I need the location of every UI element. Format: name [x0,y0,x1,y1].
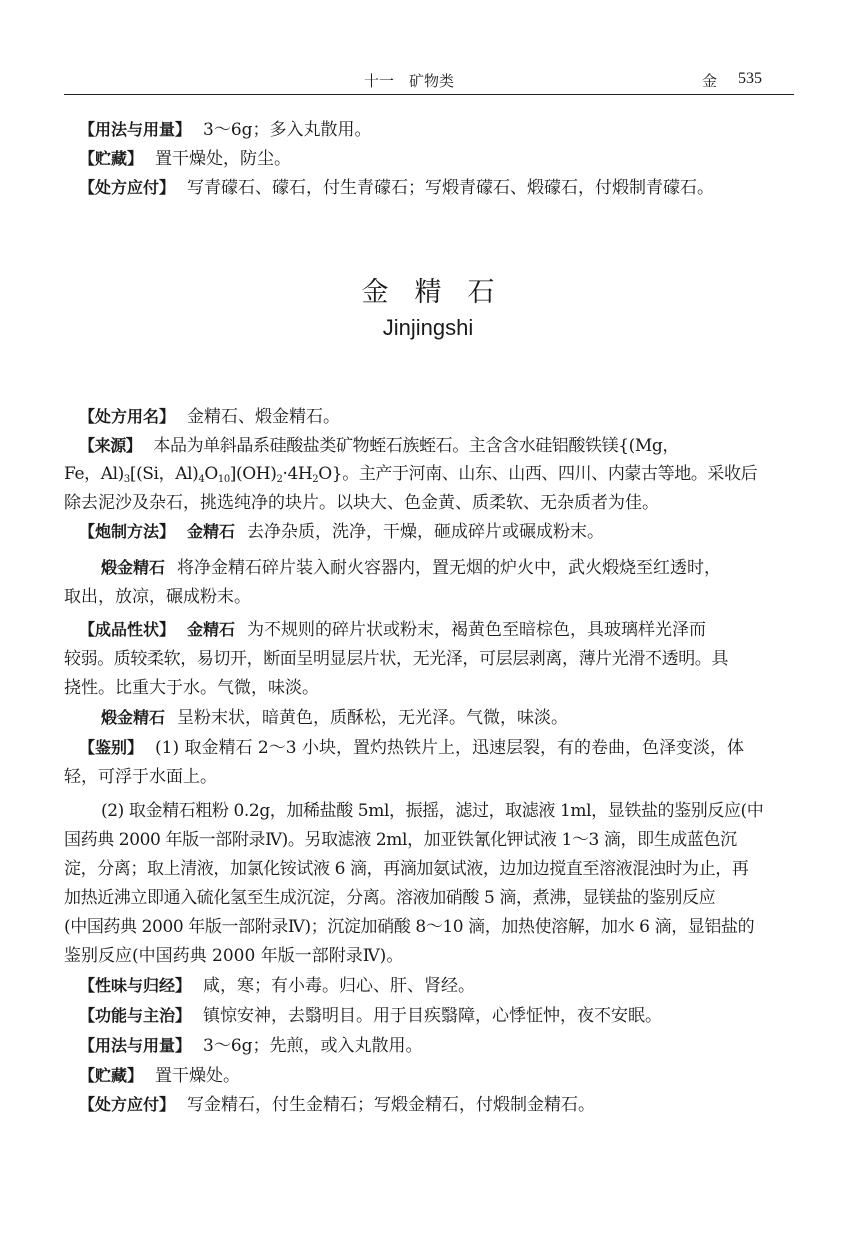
nature-line [79,975,789,997]
processing-item1-text: 去净杂质，洗净，干燥，砸成碎片或碾成粉末。 [247,522,605,542]
properties-line-2: 较弱。质较柔软，易切开，断面呈明显层片状，无光泽，可层层剥离，薄片光滑不透明。具 [64,649,728,669]
identification-p2-line-4: 加热近沸立即通入硫化氢至生成沉淀，分离。溶液加硝酸 5 滴，煮沸，显镁盐的鉴别反应 [64,888,716,908]
source-text-1: 本品为单斜晶系硅酸盐类矿物蛭石族蛭石。主含含水硅铝酸铁镁{(Mg， [153,436,679,456]
properties-line-1 [79,619,789,641]
identification-line-2: 轻，可浮于水面上。 [64,767,217,787]
identification-p2-line-5: (中国药典 2000 年版一部附录Ⅳ)；沉淀加硝酸 8～10 滴，加热使溶解，加水 6 滴，显铝盐的 [64,917,755,937]
properties-item1-text-1: 为不规则的碎片状或粉末，褐黄色至暗棕色，具玻璃样光泽而 [247,620,707,640]
processing-label: 【炮制方法】 [79,522,176,541]
prev-prescription-line [79,177,789,199]
formula-sub: 2 [276,474,283,485]
processing-item2-label: 煅金精石 [101,558,166,577]
properties-line-3: 挠性。比重大于水。气微，味淡。 [64,678,319,698]
entry-title: 金精石 [361,277,521,308]
prev-usage-label: 【用法与用量】 [79,120,192,139]
storage-label: 【贮藏】 [79,1066,144,1085]
nature-label: 【性味与归经】 [79,976,192,995]
identification-text-1: (1) 取金精石 2～3 小块，置灼热铁片上，迅速层裂，有的卷曲，色泽变淡，体 [155,738,744,758]
running-header [64,68,794,95]
usage-label: 【用法与用量】 [79,1036,192,1055]
identification-line-1 [79,737,789,759]
prev-usage-line [79,119,789,141]
processing-item1-label: 金精石 [187,522,236,541]
usage-line [79,1035,789,1057]
chapter-title: 十一 矿物类 [364,72,455,90]
entry-pinyin: Jinjingshi [382,315,474,340]
formula-part: O [204,464,218,484]
identification-label: 【鉴别】 [79,738,144,757]
source-line-2 [64,463,774,491]
function-text: 镇惊安神，去翳明目。用于目疾翳障，心悸怔忡，夜不安眠。 [203,1006,663,1026]
identification-p2-line-3: 淀，分离；取上清液，加氯化铵试液 6 滴，再滴加氨试液，边加边搅直至溶液混浊时为止，再 [64,859,749,879]
section-name: 金 [702,72,718,90]
processing-item2-line-1 [101,557,811,579]
formula-part: ](OH) [229,464,277,484]
function-line [79,1005,789,1027]
formula-sub: 3 [123,474,130,485]
formula-sub: 4 [198,474,205,485]
prev-storage-line [79,148,789,170]
formula-part: ·4H [282,464,313,484]
prev-storage-label: 【贮藏】 [79,149,144,168]
source-text-2: O}。主产于河南、山东、山西、四川、内蒙古等地。采收后 [318,464,758,484]
formula-part: Fe，Al) [64,464,124,484]
properties-label: 【成品性状】 [79,620,176,639]
prescription-text: 写金精石，付生金精石；写煅金精石，付煅制金精石。 [187,1095,596,1115]
names-text: 金精石、煅金精石。 [187,407,341,427]
processing-item2-text-1: 将净金精石碎片装入耐火容器内，置无烟的炉火中，武火煅烧至红透时， [177,558,722,578]
usage-text: 3～6g；先煎，或入丸散用。 [203,1036,423,1056]
prev-storage-text: 置干燥处，防尘。 [155,149,292,169]
formula-sub: 2 [312,474,319,485]
identification-p2-line-6: 鉴别反应(中国药典 2000 年版一部附录Ⅳ)。 [64,946,404,966]
identification-p2-line-2: 国药典 2000 年版一部附录Ⅳ)。另取滤液 2ml，加亚铁氰化钾试液 1～3 滴，即生成蓝色沉 [64,830,737,850]
storage-text: 置干燥处。 [155,1066,241,1086]
storage-line [79,1065,789,1087]
prev-prescription-text: 写青礞石、礞石，付生青礞石；写煅青礞石、煅礞石，付煅制青礞石。 [187,178,715,198]
source-line-3: 除去泥沙及杂石，挑选纯净的块片。以块大、色金黄、质柔软、无杂质者为佳。 [64,493,659,513]
nature-text: 咸，寒；有小毒。归心、肝、肾经。 [203,976,476,996]
prev-prescription-label: 【处方应付】 [79,178,176,197]
processing-line [79,521,789,543]
properties-item2-text: 呈粉末状，暗黄色，质酥松，无光泽。气微，味淡。 [177,708,569,728]
prescription-line [79,1094,789,1116]
properties-item2-label: 煅金精石 [101,708,166,727]
names-line [79,406,789,428]
page-number: 535 [738,70,762,87]
formula-part: [(Si，Al) [129,464,199,484]
formula-sub: 10 [217,474,230,485]
properties-item1-label: 金精石 [187,620,236,639]
names-label: 【处方用名】 [79,407,176,426]
source-label: 【来源】 [79,436,142,455]
identification-p2-line-1: (2) 取金精石粗粉 0.2g，加稀盐酸 5ml，振摇，滤过，取滤液 1ml，显铁盐的鉴别反应(中 [101,801,764,821]
properties-item2-line [101,707,811,729]
processing-item2-line-2: 取出，放凉，碾成粉末。 [64,587,251,607]
source-line-1 [79,435,789,457]
function-label: 【功能与主治】 [79,1006,192,1025]
prev-usage-text: 3～6g；多入丸散用。 [203,120,372,140]
prescription-label: 【处方应付】 [79,1095,176,1114]
